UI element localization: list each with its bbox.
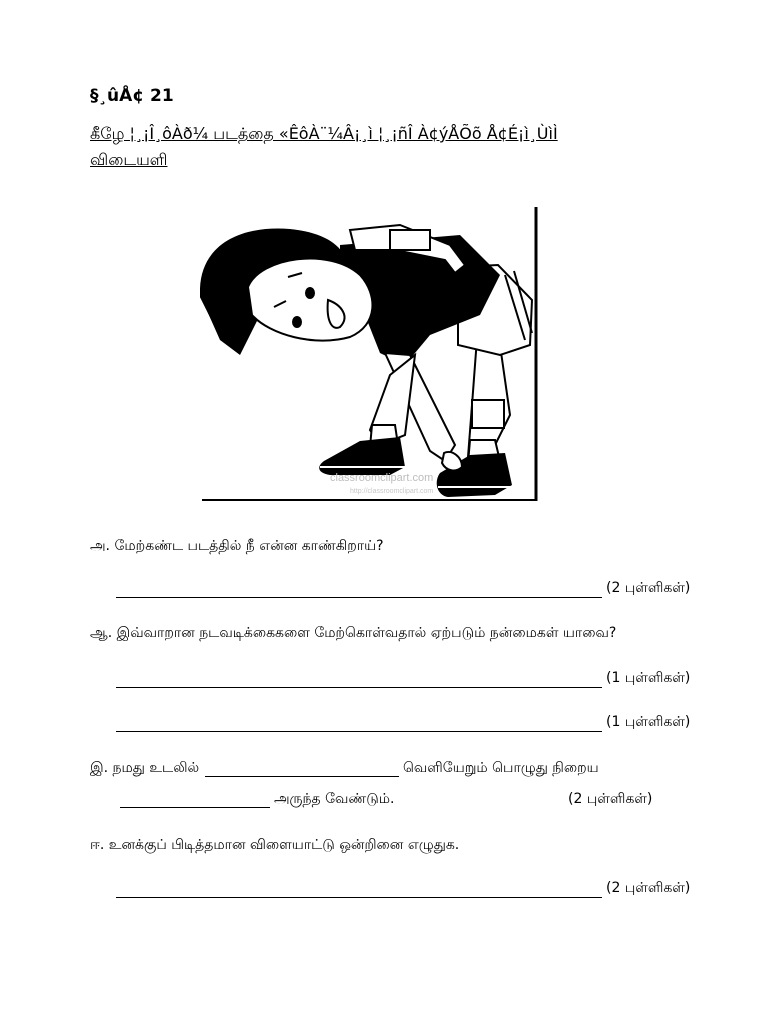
answer-line-ii[interactable]: [116, 897, 602, 898]
question-a-text: அ. மேற்கண்ட படத்தில் நீ என்ன காண்கிறாய்?: [90, 538, 384, 554]
instruction-line-2: விடையளி: [90, 150, 168, 169]
question-aa-text: ஆ. இவ்வாறான நடவடிக்கைகளை மேற்கொள்வதால் ஏற்படும் நன்மைகள் யாவை?: [90, 625, 617, 641]
question-i-part3: அருந்த வேண்டும்.: [274, 791, 395, 807]
instruction-line-1: கீழே ¦¸¡Î¸ôÀð¼ படத்தை «ÊôÀ¨¼Â¡¸ì ¦¸¡ñÎ À¢ýÅÕõ Å¢É¡ì¸ÙìÌ: [90, 124, 558, 143]
worksheet-title: §¸ûÅ¢ 21: [90, 86, 174, 106]
watermark-text: classroomclipart.com: [330, 472, 434, 484]
girl-touching-toes-image: [200, 205, 540, 503]
answer-line-aa-1[interactable]: [116, 687, 602, 688]
girl-exercising-illustration: [200, 205, 540, 503]
marks-a: (2 புள்ளிகள்): [606, 580, 691, 596]
marks-ii: (2 புள்ளிகள்): [606, 880, 691, 896]
question-ii-text: ஈ. உனக்குப் பிடித்தமான விளையாட்டு ஒன்றினை எழுதுக.: [90, 837, 460, 853]
marks-aa-2: (1 புள்ளிகள்): [606, 714, 691, 730]
marks-i: (2 புள்ளிகள்): [568, 791, 653, 807]
answer-line-aa-2[interactable]: [116, 731, 602, 732]
blank-i-2[interactable]: [120, 807, 270, 808]
blank-i-1[interactable]: [205, 776, 399, 777]
question-i-part1: இ. நமது உடலில்: [90, 760, 200, 776]
answer-line-a[interactable]: [116, 597, 602, 598]
marks-aa-1: (1 புள்ளிகள்): [606, 670, 691, 686]
question-i-part2: வெளியேறும் பொழுது நிறைய: [403, 760, 599, 776]
watermark-url: http://classroomclipart.com: [350, 488, 434, 495]
